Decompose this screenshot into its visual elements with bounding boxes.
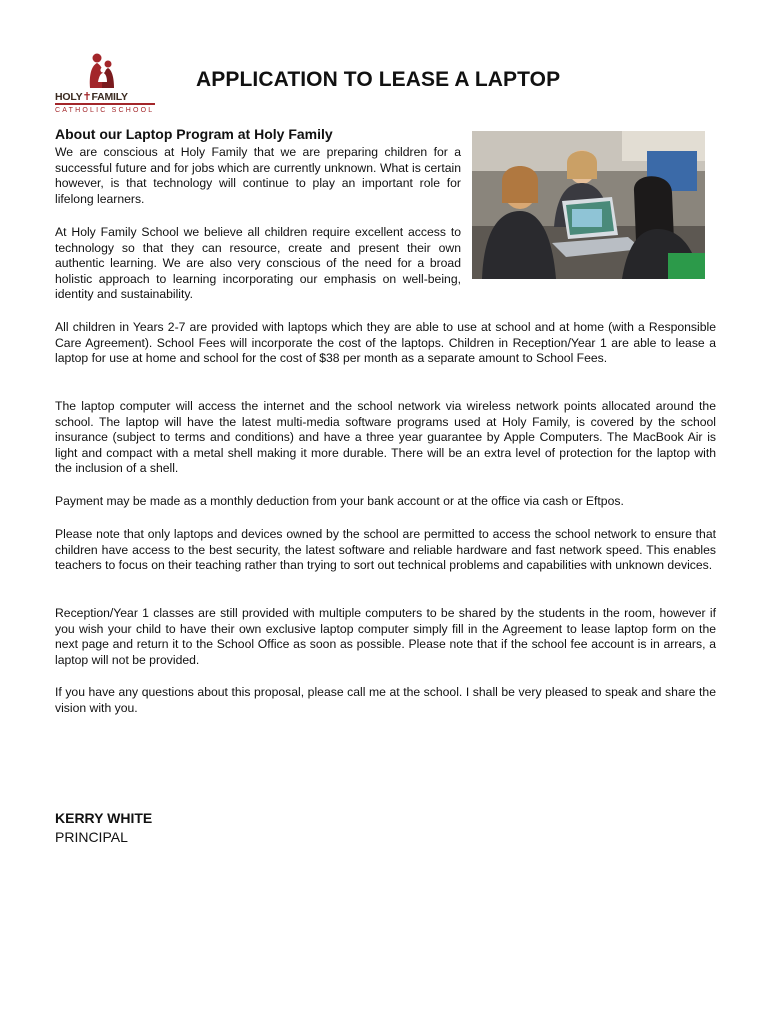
- document-title: APPLICATION TO LEASE A LAPTOP: [196, 68, 561, 91]
- logo-subtitle: CATHOLIC SCHOOL: [55, 107, 155, 114]
- paragraph-contact: If you have any questions about this proposal, please call me at the school. I shall be very pleased to speak and share the vision with you.: [55, 685, 716, 715]
- logo-name-holy: HOLY: [55, 91, 83, 103]
- paragraph-lease-instructions: Reception/Year 1 classes are still provided with multiple computers to be shared by the students in the room, however if you wish your child to have their own exclusive laptop computer simply fill in the Agreement to lease laptop form on the next page and return it to the School Office as soon as possible. Please note that if the school fee account is in arrears, a laptop will not be provided.: [55, 606, 716, 667]
- paragraph-belief: At Holy Family School we believe all children require excellent access to technology so that they can resource, create and present their own authentic learning. We are also very conscious of the need for a broad holistic approach to learning incorporating our emphasis on well-being, identity and sustainability.: [55, 225, 461, 302]
- logo-name-family: FAMILY: [91, 91, 128, 103]
- holy-family-emblem-icon: [83, 52, 127, 90]
- paragraph-laptop-details: The laptop computer will access the internet and the school network via wireless network points allocated around the school. The laptop will have the latest multi-media software programs used at Holy Family, is covered by the school insurance (subject to terms and conditions) and have a three year guarantee by Apple Computers. The MacBook Air is light and compact with a metal shell making it more durable. There will be an extra level of protection for the laptop with the inclusion of a shell.: [55, 399, 716, 476]
- logo-name-separator: ✝: [82, 91, 92, 103]
- signer-role: PRINCIPAL: [55, 829, 128, 845]
- students-with-laptop-image: [472, 131, 705, 279]
- classroom-photo: [472, 131, 705, 279]
- logo-school-name: [55, 90, 157, 103]
- paragraph-payment: Payment may be made as a monthly deduction from your bank account or at the office via cash or Eftpos.: [55, 494, 624, 508]
- logo-divider: [55, 103, 155, 105]
- paragraph-intro: We are conscious at Holy Family that we are preparing children for a successful future and for jobs which are currently unknown. What is certain however, is that technology will continue to play an important role for lifelong learners.: [55, 145, 461, 206]
- section-heading: About our Laptop Program at Holy Family: [55, 126, 333, 142]
- paragraph-network-policy: Please note that only laptops and devices owned by the school are permitted to access the school network to ensure that children have access to the best security, the latest software and reliable hardware and fast network speed. This enables teachers to focus on their teaching rather than trying to sort out technical problems and capabilities with unknown devices.: [55, 527, 716, 573]
- signer-name: KERRY WHITE: [55, 810, 153, 826]
- paragraph-years: All children in Years 2-7 are provided with laptops which they are able to use at school and at home (with a Responsible Care Agreement). School Fees will incorporate the cost of the laptops. Children in Reception/Year 1 are able to lease a laptop for use at home and school for the cost of $38 per month as a separate amount to School Fees.: [55, 320, 716, 366]
- school-logo: [55, 52, 157, 118]
